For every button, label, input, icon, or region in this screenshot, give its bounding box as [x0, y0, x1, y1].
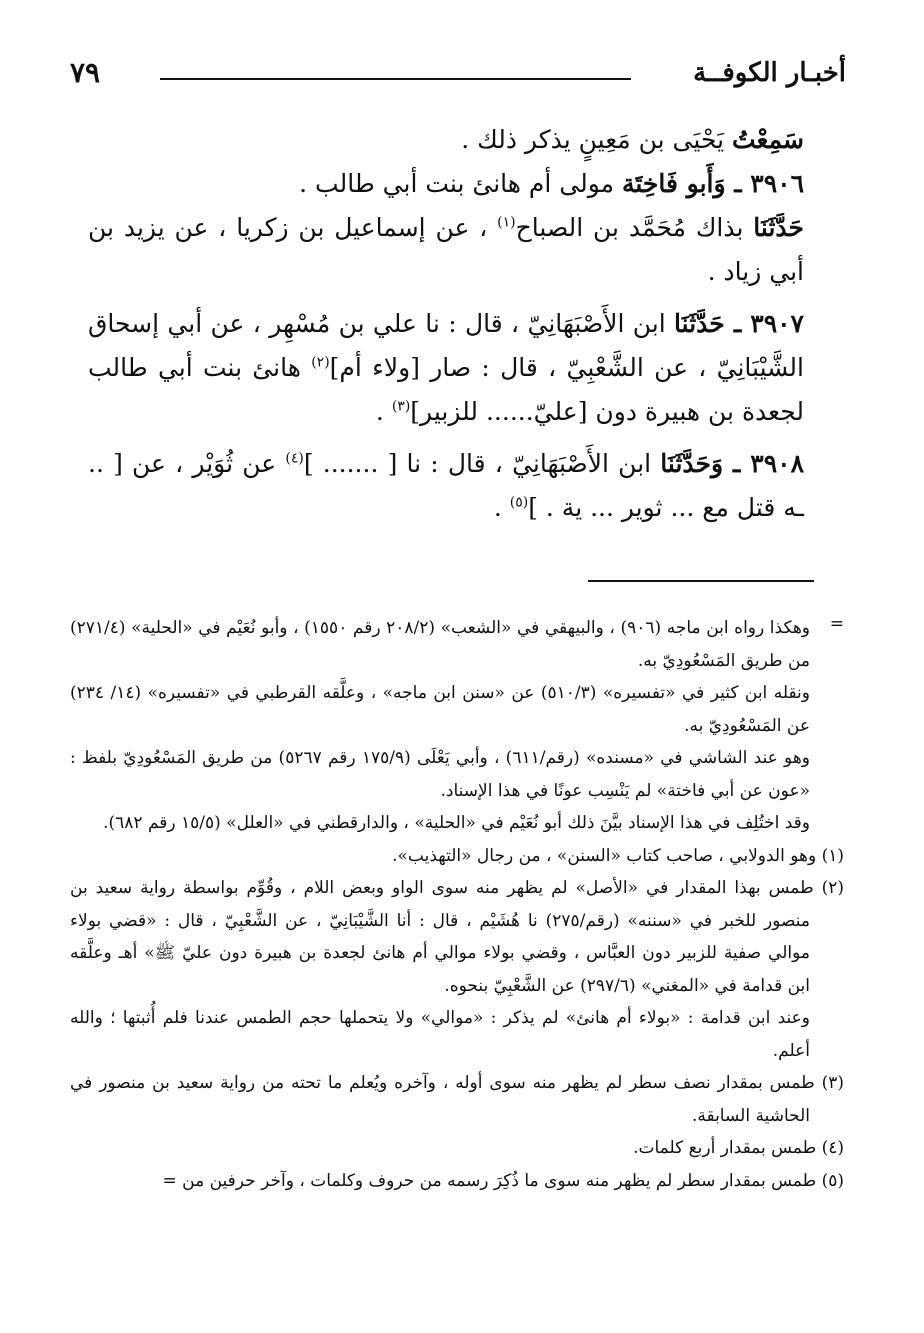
paragraph-text: بذاك مُحَمَّد بن الصباح	[515, 213, 754, 242]
paragraph	[88, 302, 844, 434]
page-number: ٧٩	[70, 56, 101, 89]
running-header	[70, 52, 846, 96]
paragraph	[88, 162, 844, 206]
paragraph	[88, 442, 844, 530]
footnote-marker: (٢)	[311, 354, 330, 371]
book-title: أخبـار الكوفــة	[693, 58, 846, 88]
narration-keyword: سَمِعْتُ	[731, 125, 804, 154]
header-rule	[160, 78, 631, 80]
entry-heading: ٣٩٠٨ ـ وَحَدَّثَنَا	[660, 449, 804, 478]
paragraph	[88, 206, 844, 294]
entry-heading: ٣٩٠٦ ـ وَأَبو فَاخِتَة	[621, 169, 804, 198]
footnote-paragraph: وعند ابن قدامة : «بولاء أم هانئ» لم يذكر : «موالي» ولا يتحملها حجم الطمس عندنا فلم أُثبتها ؛ والله أعلم.	[70, 1008, 810, 1061]
footnote-marker: (١)	[497, 214, 516, 231]
footnote-separator	[588, 580, 814, 582]
footnote-paragraph: وهو عند الشاشي في «مسنده» (رقم/٦١١) ، وأبي يَعْلَى (١٧٥/٩ رقم ٥٢٦٧) من طريق المَسْعُودِيّ بلفظ : «عون عن أبي فاختة» لم يَنْسِب عونًا في هذا الإسناد.	[70, 748, 810, 801]
main-text	[88, 118, 844, 530]
footnotes	[70, 612, 844, 1197]
footnote-4: (٤) طمس بمقدار أربع كلمات.	[633, 1138, 844, 1158]
footnote-paragraph: وقد اختُلِف في هذا الإسناد بيَّنَ ذلك أبو نُعَيْم في «الحلية» ، والدارقطني في «العلل» (١٥/٥ رقم ٦٨٢).	[103, 813, 810, 833]
paragraph-text: عن ثُوَيْر ، عن [ .. ـه قتل مع ... ثوير ... ية . ]	[88, 449, 804, 522]
continuation-mark: =	[829, 614, 844, 634]
paragraph-text: .	[375, 397, 392, 426]
footnote-marker: (٣)	[391, 398, 411, 415]
footnote-3: (٣) طمس بمقدار نصف سطر لم يظهر منه سوى أوله ، وآخره ويُعلم ما تحته من رواية سعيد بن منصور في الحاشية السابقة.	[70, 1073, 844, 1126]
paragraph	[88, 118, 844, 162]
paragraph-text: يَحْيَى بن مَعِينٍ يذكر ذلك .	[461, 125, 732, 154]
paragraph-text: هانئ بنت أبي طالب لجعدة بن هبيرة دون [عليّ...... للزبير]	[88, 353, 804, 426]
paragraph-text: مولى أم هانئ بنت أبي طالب .	[299, 169, 622, 198]
paragraph-text: ، عن إسماعيل بن زكريا ، عن يزيد بن أبي زياد .	[88, 213, 804, 286]
entry-heading: ٣٩٠٧ ـ حَدَّثَنَا	[674, 309, 804, 338]
footnote-paragraph: ونقله ابن كثير في «تفسيره» (٥١٠/٣) عن «سنن ابن ماجه» ، وعلَّقه القرطبي في «تفسيره» (١٤/ ٢٣٤) عن المَسْعُودِيّ به.	[70, 683, 810, 736]
footnote-continuation: وهكذا رواه ابن ماجه (٩٠٦) ، والبيهقي في «الشعب» (٢٠٨/٢ رقم ١٥٥٠) ، وأبو نُعَيْم في «الحلية» (٢٧١/٤) من طريق المَسْعُودِيّ به.	[70, 618, 811, 671]
footnote-2: (٢) طمس بهذا المقدار في «الأصل» لم يظهر منه سوى الواو وبعض اللام ، وقُوِّم بواسطة رواية سعيد بن منصور للخبر في «سننه» (رقم/٢٧٥) نا هُشَيْم ، قال : أنا الشَّيْبَانِيّ ، عن الشَّعْبِيّ ، قال : «قضي بولاء موالي صفية للزبير دون العبَّاس ، وقضي بولاء موالي أم هانئ لجعدة بن هبيرة دون عليّ ﷺ» أهـ وعلَّقه ابن قدامة في «المغني» (٢٩٧/٦) عن الشَّعْبِيّ بنحوه.	[70, 878, 844, 996]
footnote-marker: (٥)	[509, 494, 529, 511]
footnote-marker: (٤)	[285, 450, 304, 467]
narration-keyword: حَدَّثَنَا	[753, 213, 804, 242]
paragraph-text: ابن الأَصْبَهَانِيّ ، قال : نا [ ....... ]	[303, 449, 661, 478]
paragraph-text: .	[493, 493, 510, 522]
footnote-1: (١) وهو الدولابي ، صاحب كتاب «السنن» ، من رجال «التهذيب».	[392, 845, 844, 866]
paragraph-text: ابن الأَصْبَهَانِيّ ، قال : نا علي بن مُسْهِر ، عن أبي إسحاق الشَّيْبَانِيّ ، عن الشَّعْبِيّ ، قال : صار [ولاء أم]	[88, 309, 805, 382]
footnote-5: (٥) طمس بمقدار سطر لم يظهر منه سوى ما ذُكِرَ رسمه من حروف وكلمات ، وآخر حرفين من =	[162, 1170, 844, 1191]
